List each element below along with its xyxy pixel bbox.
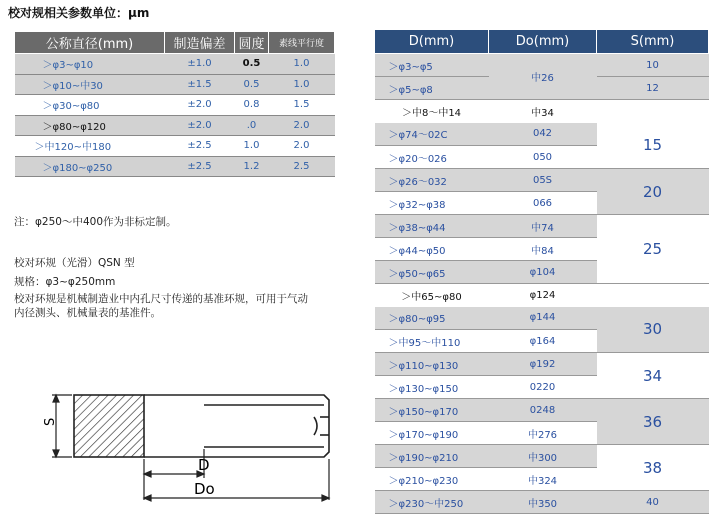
d-cell: ＞φ38~φ44 [375,215,489,238]
nominal-diameter-cell: ＞φ80~φ120 [15,115,165,136]
table-row [15,156,335,177]
header-parallelism: 素线平行度 [269,32,335,54]
do-cell: 0220 [489,376,597,399]
parallelism-cell: 1.0 [269,74,335,95]
s-cell: 12 [597,77,709,100]
parallelism-cell: 1.5 [269,95,335,116]
d-cell: ＞φ110~φ130 [375,353,489,376]
d-cell: ＞φ230～中250 [375,491,489,514]
d-cell: ＞φ80~φ95 [375,307,489,330]
table-row [375,353,709,376]
product-description: 校对环规是机械制造业中内孔尺寸传递的基准环规，可用于气动内径测头、机械量表的基准件。 [14,293,308,319]
d-cell: ＞φ210~φ230 [375,468,489,491]
d-cell: ＞中95～中110 [375,330,489,353]
header-do: Do(mm) [489,30,597,54]
ring-gauge-drawing [14,370,344,520]
d-cell: ＞φ74～02C [375,123,489,146]
table-row [375,100,709,123]
deviation-cell: ±2.5 [165,136,235,157]
s-cell: 30 [597,307,709,353]
table-row [375,445,709,468]
table-row [15,54,335,75]
do-cell: φ164 [489,330,597,353]
table-row [375,307,709,330]
spec-range: 规格：φ3~φ250mm [14,276,116,288]
header-nominal-diameter: 公称直径(mm) [15,32,165,54]
table-row [15,95,335,116]
do-cell: 05S [489,169,597,192]
d-cell: ＞φ50~φ65 [375,261,489,284]
header-manufacturing-deviation: 制造偏差 [165,32,235,54]
d-cell: ＞φ5~φ8 [375,77,489,100]
parallelism-cell: 2.0 [269,136,335,157]
d-cell: ＞φ3~φ5 [375,54,489,77]
do-cell: φ104 [489,261,597,284]
d-cell: ＞φ190~φ210 [375,445,489,468]
d-cell: ＞φ44~φ50 [375,238,489,261]
table-row [15,115,335,136]
nominal-diameter-cell: ＞φ30~φ80 [15,95,165,116]
roundness-cell: 0.8 [235,95,269,116]
do-cell: 中26 [489,54,597,100]
header-roundness: 圆度 [235,32,269,54]
table-row [375,491,709,514]
nominal-diameter-cell: ＞φ10~中30 [15,74,165,95]
product-name: 校对环规（光滑）QSN 型 [14,257,135,269]
deviation-cell: ±1.5 [165,74,235,95]
deviation-cell: ±2.5 [165,156,235,177]
s-cell: 34 [597,353,709,399]
deviation-cell: ±2.0 [165,95,235,116]
header-d: D(mm) [375,30,489,54]
s-cell: 25 [597,215,709,284]
dim-label-s: S [43,417,58,426]
d-cell: ＞φ170~φ190 [375,422,489,445]
deviation-cell: ±1.0 [165,54,235,75]
do-cell: 中276 [489,422,597,445]
nominal-diameter-cell: ＞φ180~φ250 [15,156,165,177]
table-row [375,123,709,146]
do-cell: φ192 [489,353,597,376]
dim-label-do: Do [194,480,215,498]
table-row [375,54,709,77]
table-row [15,136,335,157]
do-cell: 中324 [489,468,597,491]
tolerance-table [14,31,335,177]
s-cell: 36 [597,399,709,445]
custom-size-note: 注：φ250～中400作为非标定制。 [14,216,177,228]
parallelism-cell: 2.0 [269,115,335,136]
do-cell: φ124 [529,289,556,301]
do-cell: φ144 [489,307,597,330]
nominal-diameter-cell: ＞中120~中180 [15,136,165,157]
s-cell: 20 [597,169,709,215]
dim-label-d: D [198,456,210,474]
d-cell: ＞φ150~φ170 [375,399,489,422]
s-cell: 40 [597,491,709,514]
do-cell: 中300 [489,445,597,468]
table-row [375,284,709,307]
do-cell: 中84 [489,238,597,261]
do-cell: 042 [489,123,597,146]
d-cell: ＞中8～中14 [401,107,462,119]
roundness-cell: 0.5 [235,74,269,95]
table-row [15,74,335,95]
s-cell: 15 [597,123,709,169]
table-row [375,169,709,192]
parallelism-cell: 2.5 [269,156,335,177]
roundness-cell: 1.2 [235,156,269,177]
roundness-cell: 1.0 [235,136,269,157]
d-cell: ＞φ130~φ150 [375,376,489,399]
header-s: S(mm) [597,30,709,54]
s-cell: 38 [597,445,709,491]
parallelism-cell: 1.0 [269,54,335,75]
do-cell: 066 [489,192,597,215]
nominal-diameter-cell: ＞φ3~φ10 [15,54,165,75]
do-cell: 中34 [531,107,554,119]
d-cell: ＞φ32~φ38 [375,192,489,215]
d-cell: ＞φ20～026 [375,146,489,169]
do-cell: 中74 [489,215,597,238]
table-row [375,399,709,422]
do-cell: 0248 [489,399,597,422]
page-title: 校对规相关参数单位：μm [8,6,150,20]
roundness-cell: 0.5 [235,54,269,75]
d-cell: ＞φ26～032 [375,169,489,192]
do-cell: 050 [489,146,597,169]
do-cell: 中350 [489,491,597,514]
dimension-table [374,29,709,514]
deviation-cell: ±2.0 [165,115,235,136]
table-row [375,215,709,238]
ring-outline [74,395,329,457]
d-cell: ＞中65~φ80 [401,291,462,303]
roundness-cell: .0 [235,115,269,136]
s-cell: 10 [597,54,709,77]
